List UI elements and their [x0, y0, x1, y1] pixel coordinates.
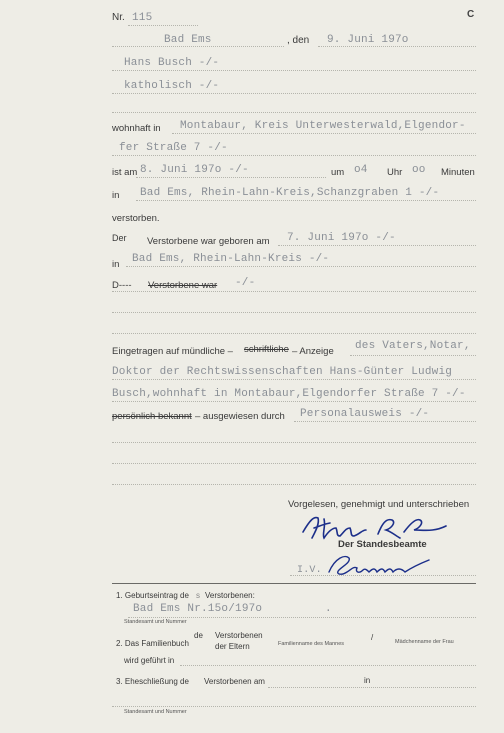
- vorgelesen-text: Vorgelesen, genehmigt und unterschrieben: [288, 499, 470, 510]
- identity-line: [294, 421, 476, 422]
- registration-label: Eingetragen auf mündliche –: [112, 346, 233, 357]
- number-line: [128, 25, 198, 26]
- footer-item-2-line: [180, 665, 476, 666]
- blank-line-6: [112, 484, 476, 485]
- death-date-label: ist am: [112, 167, 138, 178]
- death-place-line: [136, 200, 476, 201]
- death-place: Bad Ems, Rhein-Lahn-Kreis,Schanzgraben 1 -/-: [140, 187, 440, 199]
- blank-line-2: [112, 312, 476, 313]
- informant-line-1: des Vaters,Notar,: [355, 340, 471, 352]
- residence-line: [172, 133, 476, 134]
- death-date-line: [136, 177, 326, 178]
- footer-divider: [112, 583, 476, 584]
- um-label: um: [331, 167, 345, 178]
- footer-item-3-line-2: [112, 706, 476, 707]
- identity-document: Personalausweis -/-: [300, 408, 430, 420]
- nr-label: Nr.: [112, 12, 125, 23]
- footer-item-2-eltern: der Eltern: [215, 642, 250, 651]
- informant-line-2-rule: [112, 379, 476, 380]
- footer-item-3-in: in: [364, 676, 371, 685]
- standesamt-nummer-caption: Standesamt und Nummer: [124, 619, 187, 625]
- familienname-caption: Familienname des Mannes: [278, 641, 345, 647]
- persoenlich-bekannt-struck: persönlich bekannt: [112, 411, 192, 422]
- footer-item-3-verstorbenen: Verstorbenen am: [204, 677, 265, 686]
- footer-item-1-suffix: Verstorbenen:: [205, 591, 255, 600]
- standesbeamte-label: Der Standesbeamte: [338, 539, 427, 550]
- registry-place: Bad Ems: [164, 34, 212, 46]
- ausgewiesen-label: – ausgewiesen durch: [195, 411, 285, 422]
- birth-entry-reference: Bad Ems Nr.15o/197o: [133, 603, 263, 615]
- residence-label: wohnhaft in: [112, 123, 161, 134]
- deceased-name: Hans Busch -/-: [124, 57, 220, 69]
- anzeige-label: – Anzeige: [292, 346, 334, 357]
- footer-item-2-de: de: [194, 631, 203, 640]
- birth-place-line: [126, 266, 476, 267]
- residence-line-2-rule: [112, 155, 476, 156]
- death-date: 8. Juni 197o -/-: [140, 164, 249, 176]
- blank-line-4: [112, 442, 476, 443]
- den-label: , den: [287, 35, 310, 46]
- schriftliche-struck: schriftliche: [244, 344, 289, 355]
- marital-value: -/-: [235, 277, 256, 289]
- date-line: [318, 46, 476, 47]
- uhr-label: Uhr: [387, 167, 403, 178]
- record-number: 115: [132, 12, 153, 24]
- marital-label-struck: Verstorbene war: [148, 280, 218, 291]
- footer-item-3-label: 3. Eheschließung de: [116, 677, 189, 686]
- birth-label: Verstorbene war geboren am: [147, 236, 270, 247]
- birth-date: 7. Juni 197o -/-: [287, 232, 396, 244]
- footer-item-3-line: [268, 687, 476, 688]
- informant-line-1-rule: [350, 355, 476, 356]
- footer-item-1-label: 1. Geburtseintrag de: [116, 591, 189, 600]
- informant-line-2: Doktor der Rechtswissenschaften Hans-Günter Ludwig: [112, 366, 453, 378]
- death-hour: o4: [354, 164, 368, 176]
- blank-line-3: [112, 333, 476, 334]
- registrar-line: [290, 575, 476, 576]
- name-line: [112, 70, 476, 71]
- death-in-label: in: [112, 190, 120, 201]
- residence-line-1: Montabaur, Kreis Unterwesterwald,Elgendor-: [180, 120, 466, 132]
- religion-line: [112, 93, 476, 94]
- informant-line-3-rule: [112, 401, 476, 402]
- marital-prefix: D----: [112, 280, 132, 291]
- footer-item-1-line: [128, 617, 476, 618]
- footer-item-2-verstorbenen: Verstorbenen: [215, 631, 263, 640]
- verstorben-label: verstorben.: [112, 213, 160, 224]
- minuten-label: Minuten: [441, 167, 475, 178]
- iv-label: I.V.: [297, 565, 322, 576]
- footer-item-2-label: 2. Das Familienbuch: [116, 639, 189, 648]
- der-prefix: Der: [112, 233, 127, 243]
- marital-line: [112, 291, 476, 292]
- footer-item-1-fill: s: [196, 591, 200, 600]
- standesamt-nummer-caption-2: Standesamt und Nummer: [124, 709, 187, 715]
- maedchenname-caption: Mädchenname der Frau: [395, 639, 454, 645]
- birth-place: Bad Ems, Rhein-Lahn-Kreis -/-: [132, 253, 330, 265]
- death-minutes: oo: [412, 164, 426, 176]
- corner-mark: C: [467, 9, 475, 20]
- birth-date-line: [278, 245, 476, 246]
- religion: katholisch -/-: [124, 80, 220, 92]
- footer-item-1-dot: .: [325, 603, 332, 615]
- footer-item-2-slash: /: [371, 633, 374, 642]
- place-line: [112, 46, 284, 47]
- registry-date: 9. Juni 197o: [327, 34, 409, 46]
- residence-line-2: fer Straße 7 -/-: [119, 142, 228, 154]
- blank-line-5: [112, 463, 476, 464]
- gefuehrt-label: wird geführt in: [124, 656, 175, 665]
- informant-line-3: Busch,wohnhaft in Montabaur,Elgendorfer Straße 7 -/-: [112, 388, 466, 400]
- blank-line: [112, 112, 476, 113]
- birth-in-label: in: [112, 259, 120, 270]
